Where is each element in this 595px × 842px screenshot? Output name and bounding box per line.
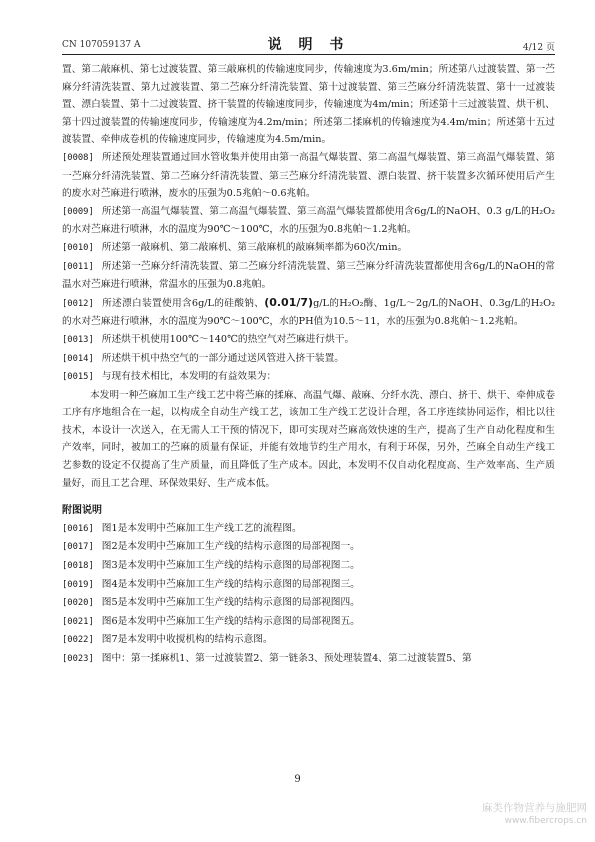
paragraph-text: 所述烘干机使用100℃～140℃的热空气对苎麻进行烘干。 xyxy=(101,333,355,345)
paragraph-number: [0020] xyxy=(62,598,94,609)
paragraph-number: [0015] xyxy=(62,372,94,383)
paragraph-0022 xyxy=(62,631,555,650)
paragraph-text: 与现有技术相比，本发明的有益效果为： xyxy=(101,371,277,383)
paragraph-0023 xyxy=(62,650,555,669)
paragraph-number: [0016] xyxy=(62,523,94,534)
paragraph-number: [0021] xyxy=(62,616,94,627)
paragraph-text: 图2是本发明中苎麻加工生产线的结构示意图的局部视图一。 xyxy=(101,541,360,553)
paragraph-number: [0009] xyxy=(62,206,94,217)
benefit-paragraph: 本发明一种苎麻加工生产线工艺中将苎麻的揉麻、高温气爆、敲麻、分纤水洗、漂白、挤干、烘干、牵伸成卷工序有序地组合在一起，以构成全自动生产线工艺，该加工生产线工艺设计合理，各工序连续协同运作，相比以往技术，本设计一次送入，在无需人工干预的情况下，即可实现对苎麻高效快速的生产，提高了生产自动化程度和生产效率，同时，被加工的苎麻的质量有保证，并能有效地节约生产用水，有利于环保，另外，苎麻全自动生产线工艺参数的设定不仅提高了生产质量，而且降低了生产成本。因此，本发明不仅自动化程度高、生产效率高、生产质量好，而且工艺合理、环保效果好、生产成本低。 xyxy=(62,389,555,489)
paragraph-0009 xyxy=(62,203,555,239)
paragraph-0018 xyxy=(62,557,555,576)
paragraph-0011 xyxy=(62,258,555,294)
paragraph-number: [0014] xyxy=(62,353,94,364)
paragraph-number: [0013] xyxy=(62,334,94,345)
chemical-mark: (0.01/7) xyxy=(264,295,314,309)
document-body xyxy=(62,61,555,669)
paragraph-text: 图4是本发明中苎麻加工生产线的结构示意图的局部视图三。 xyxy=(101,578,360,590)
paragraph-number: [0022] xyxy=(62,635,94,646)
site-watermark xyxy=(447,802,587,828)
figures-section-title: 附图说明 xyxy=(62,505,102,517)
paragraph-text: 图6是本发明中苎麻加工生产线的结构示意图的局部视图五。 xyxy=(101,615,360,627)
paragraph-text: 所述第一敲麻机、第二敲麻机、第三敲麻机的敲麻频率都为60次/min。 xyxy=(101,241,408,253)
paragraph-0021 xyxy=(62,613,555,632)
paragraph-text: 图5是本发明中苎麻加工生产线的结构示意图的局部视图四。 xyxy=(101,597,360,609)
paragraph-0008 xyxy=(62,149,555,203)
paragraph-text: 图3是本发明中苎麻加工生产线的结构示意图的局部视图二。 xyxy=(101,560,360,572)
paragraph-0016 xyxy=(62,520,555,539)
page-number: 9 xyxy=(294,774,301,785)
continuation-paragraph: 置、第二敲麻机、第七过渡装置、第三敲麻机的传输速度同步，传输速度为3.6m/min；所述第八过渡装置、第一苎麻分纤清洗装置、第九过渡装置、第二苎麻分纤清洗装置、第十过渡装置、第三苎麻分纤清洗装置、第十一过渡装置、漂白装置、第十二过渡装置、挤干装置的传输速度同步，传输速度为4m/min；所述第十三过渡装置、烘干机、第十四过渡装置的传输速度同步，传输速度为4.2m/min；所述第二揉麻机的传输速度为4.4m/min；所述第十五过渡装置、牵伸成卷机的传输速度同步，传输速度为4.5m/min。 xyxy=(62,64,555,146)
paragraph-text: 图中：第一揉麻机1、第一过渡装置2、第一链条3、预处理装置4、第二过渡装置5、第 xyxy=(101,653,472,664)
page-header xyxy=(62,32,555,52)
paragraph-text: 图1是本发明中苎麻加工生产线工艺的流程图。 xyxy=(101,522,302,534)
header-rule xyxy=(62,54,555,55)
paragraph-0015 xyxy=(62,368,555,387)
paragraph-0017 xyxy=(62,538,555,557)
paragraph-number: [0017] xyxy=(62,542,94,553)
paragraph-number: [0018] xyxy=(62,561,94,572)
paragraph-0014 xyxy=(62,350,555,369)
section-gap xyxy=(62,492,555,502)
paragraph-text: 所述预处理装置通过回水管收集并使用由第一高温气爆装置、第二高温气爆装置、第三高温气爆装置、第一苎麻分纤清洗装置、第二苎麻分纤清洗装置、第三苎麻分纤清洗装置、漂白装置、挤干装置多次循环使用后产生的废水对苎麻进行喷淋，废水的压强为0.5兆帕～0.6兆帕。 xyxy=(62,151,555,200)
paragraph-number: [0011] xyxy=(62,261,94,272)
paragraph-text: 所述第一高温气爆装置、第二高温气爆装置、第三高温气爆装置都使用含6g/L的NaOH、0.3 g/L的H₂O₂的水对苎麻进行喷淋，水的温度为90℃～100℃，水的压强为0.8兆帕～1.2兆帕。 xyxy=(62,205,555,236)
paragraph-text: 所述烘干机中热空气的一部分通过送风管进入挤干装置。 xyxy=(101,352,344,364)
paragraph-text: g/L的H₂O₂酶、1g/L～2g/L的NaOH、0.3g/L的H₂O₂的水对苎麻进行喷淋，水的温度为90℃～100℃，水的PH值为10.5～11，水的压强为0.8兆帕～1.2兆帕。 xyxy=(62,297,555,328)
paragraph-number: [0008] xyxy=(62,152,94,163)
watermark-url: www.fibercrops.cn xyxy=(504,816,587,826)
paragraph-0010 xyxy=(62,239,555,258)
paragraph-0020 xyxy=(62,594,555,613)
paragraph-text: 所述第一苎麻分纤清洗装置、第二苎麻分纤清洗装置、第三苎麻分纤清洗装置都使用含6g/L的NaOH的常温水对苎麻进行喷淋，常温水的压强为0.8兆帕。 xyxy=(62,260,555,291)
paragraph-text: 图7是本发明中收搅机构的结构示意图。 xyxy=(101,634,273,646)
page-info: 4/12 页 xyxy=(522,43,555,53)
publication-number: CN 107059137 A xyxy=(62,40,141,50)
paragraph-number: [0019] xyxy=(62,579,94,590)
watermark-site-name: 麻类作物营养与施肥网 xyxy=(482,802,587,814)
paragraph-number: [0010] xyxy=(62,242,94,253)
paragraph-number: [0023] xyxy=(62,654,94,664)
document-title: 说 明 书 xyxy=(267,37,350,53)
paragraph-text: 所述漂白装置使用含6g/L的硅酸钠、 xyxy=(101,297,265,309)
paragraph-0019 xyxy=(62,576,555,595)
paragraph-number: [0012] xyxy=(62,298,94,309)
paragraph-0012 xyxy=(62,294,555,331)
paragraph-0013 xyxy=(62,331,555,350)
